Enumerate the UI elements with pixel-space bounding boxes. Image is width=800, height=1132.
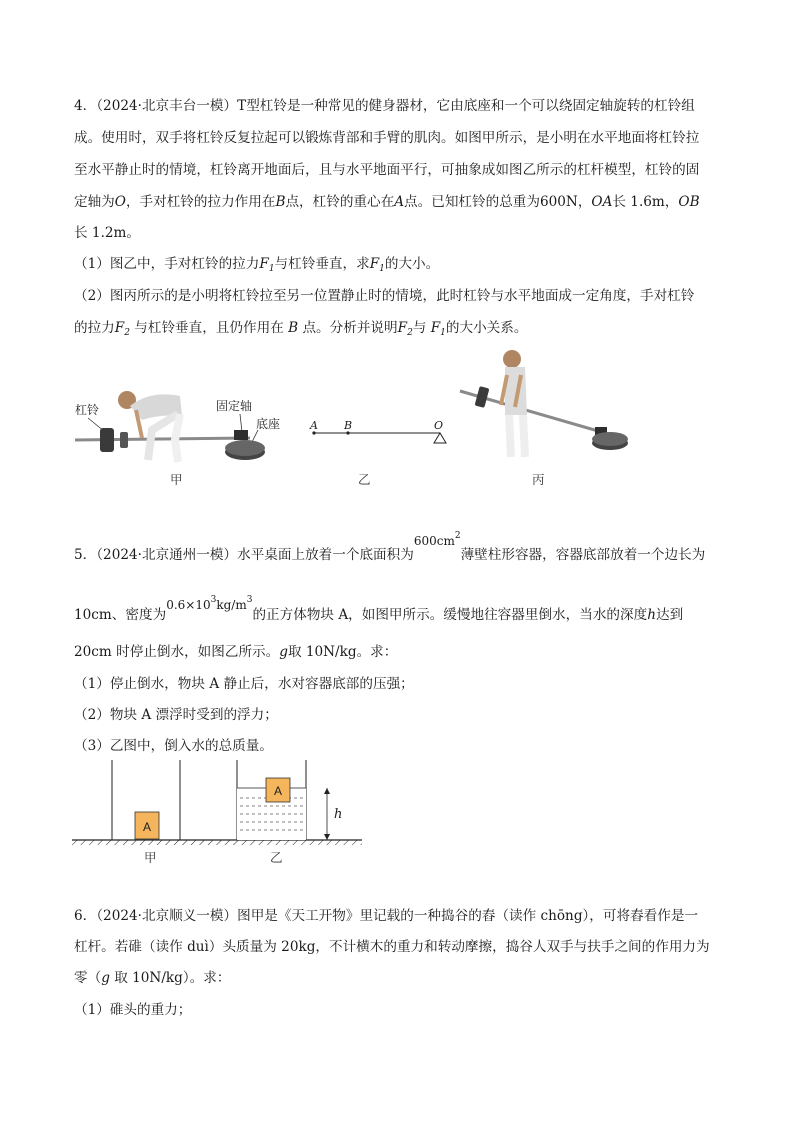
h-label: h [334,807,343,822]
q4-F2b-sub: 2 [407,328,413,338]
q4-F1c-sub: 1 [440,328,446,338]
q4-text-4e: 长 1.6m， [612,194,679,210]
q4-var-OA: OA [591,194,613,210]
q5-area-exp: 2 [454,531,461,541]
q4-F2b: F [397,320,408,336]
q4-line-4 [74,192,700,212]
q4-p2-B: B [288,320,299,336]
q4-p1-text-c: 的大小。 [384,256,440,272]
q4-text-4a: 定轴为 [74,194,115,210]
q5-density-unit-exp: 3 [246,595,253,605]
q4-text-4d: 点。已知杠铃的总重为600N， [404,194,592,210]
weight-plate-icon [100,428,114,452]
q6-var-g: g [101,970,110,986]
q5-figure [72,760,362,860]
q4-figure-bing [455,345,645,465]
q4-figure-jia [70,370,300,470]
q5-var-h: h [647,607,656,623]
q4-part-1 [74,254,439,279]
q4-text-4b: ，手对杠铃的拉力作用在 [125,194,276,210]
q6-source: （2024·北京顺义一模） [96,908,238,924]
caption-jia: 甲 [170,472,183,487]
point-B: B [344,419,353,432]
q5-part-1: （1）停止倒水，物块 A 静止后，水对容器底部的压强； [74,676,414,692]
q5-text-3a: 20cm 时停止倒水，如图乙所示。 [74,644,280,660]
q5-density-exp: 3 [210,595,217,605]
q5-line-2 [74,595,684,625]
q5-line-3 [74,642,397,662]
q5-var-g: g [279,644,288,660]
q5-caption-jia: 甲 [144,850,157,865]
q5-text-1a: 水平桌面上放着一个底面积为 [237,547,414,563]
ground-hatch [72,840,362,845]
q6-line-3 [74,968,230,988]
q4-F2: F [114,320,125,336]
q6-text-3b: 取 10N/kg）。求： [109,970,231,986]
point-A: A [310,419,318,432]
q6-part-1: （1）碓头的重力； [74,1002,192,1018]
q5-text-2a: 10cm、密度为 [74,607,167,623]
q4-var-B: B [275,194,286,210]
q5-part-3: （3）乙图中，倒入水的总质量。 [74,738,273,754]
q6-line-2: 杠杆。若碓（读作 duì）头质量为 20kg，不计横木的重力和转动摩擦，捣谷人双手与扶手之间的作用力为 [74,939,710,955]
q4-line-3: 至水平静止时的情境，杠铃离开地面后，且与水平地面平行，可抽象成如图乙所示的杠杆模型，杠铃的固 [74,162,700,178]
q5-part-2: （2）物块 A 漂浮时受到的浮力； [74,707,278,723]
label-base: 底座 [256,417,281,431]
q4-figure-yi [300,415,460,455]
q5-text-1b: 薄壁柱形容器，容器底部放着一个边长为 [460,547,706,563]
q6-text-3a: 零（ [74,970,102,986]
caption-yi: 乙 [358,472,371,487]
q4-part-2-line-2 [74,318,527,343]
block-a-yi-label: A [273,784,283,798]
q5-source: （2024·北京通州一模） [96,547,238,563]
caption-bing: 丙 [532,472,545,487]
q6-text-1: 图甲是《天工开物》里记载的一种捣谷的舂（读作 chōng），可将舂看作是一 [237,908,699,924]
q5-density [166,595,253,612]
q4-line-2: 成。使用时，双手将杠铃反复拉起可以锻炼背部和手臂的肌肉。如图甲所示，是小明在水平地面将杠铃拉 [74,130,700,146]
q4-p2-text-c: 点。分析并说明 [298,320,398,336]
q5-text-2b: 的正方体物块 A，如图甲所示。缓慢地往容器里倒水，当水的深度 [252,607,648,623]
q4-p2-text-d: 与 [412,320,431,336]
q4-part-2-line-1: （2）图丙所示的是小明将杠铃拉至另一位置静止时的情境，此时杠铃与水平地面成一定角度，手对杠铃 [74,288,695,304]
q4-F1b-sub: 1 [379,264,385,274]
q4-F1-sub: 1 [268,264,275,274]
q4-var-O: O [114,194,126,210]
q4-F1c: F [430,320,441,336]
point-O: O [434,419,444,432]
q6-line-1 [74,906,698,926]
q4-p2-text-b: 与杠铃垂直，且仍作用在 [129,320,289,336]
q4-F1b: F [369,256,380,272]
q5-text-2c: 达到 [655,607,684,623]
q5-density-value: 0.6×10 [166,598,211,612]
q5-number: 5． [74,547,97,563]
q4-p1-text-b: 与杠铃垂直，求 [274,256,370,272]
q4-p2-text-e: 的大小关系。 [445,320,528,336]
q5-area [413,531,461,548]
q4-source: （2024·北京丰台一模） [96,98,238,114]
label-barbell: 杠铃 [75,403,100,417]
q4-F1: F [259,256,269,272]
q4-text-4c: 点，杠铃的重心在 [285,194,395,210]
q4-p1-text-a: （1）图乙中，手对杠铃的拉力 [74,256,260,272]
q4-var-OB: OB [678,194,700,210]
q4-line-1 [74,96,695,116]
q4-p2-text-a: 的拉力 [74,320,115,336]
block-a-jia-label: A [142,820,152,834]
q4-line-5: 长 1.2m。 [74,225,141,241]
pivot-icon [434,433,446,443]
q5-text-3b: 取 10N/kg。求： [287,644,398,660]
q6-number: 6． [74,908,97,924]
q5-area-value: 600cm [413,534,455,548]
q4-F2-sub: 2 [124,328,130,338]
label-axis: 固定轴 [216,399,253,413]
q5-caption-yi: 乙 [270,850,283,865]
q4-number: 4． [74,98,97,114]
q4-var-A: A [394,194,405,210]
q5-density-unit: kg/m [216,598,247,612]
q4-text-1: T型杠铃是一种常见的健身器材，它由底座和一个可以绕固定轴旋转的杠铃组 [237,98,695,114]
q5-line-1 [74,531,706,565]
